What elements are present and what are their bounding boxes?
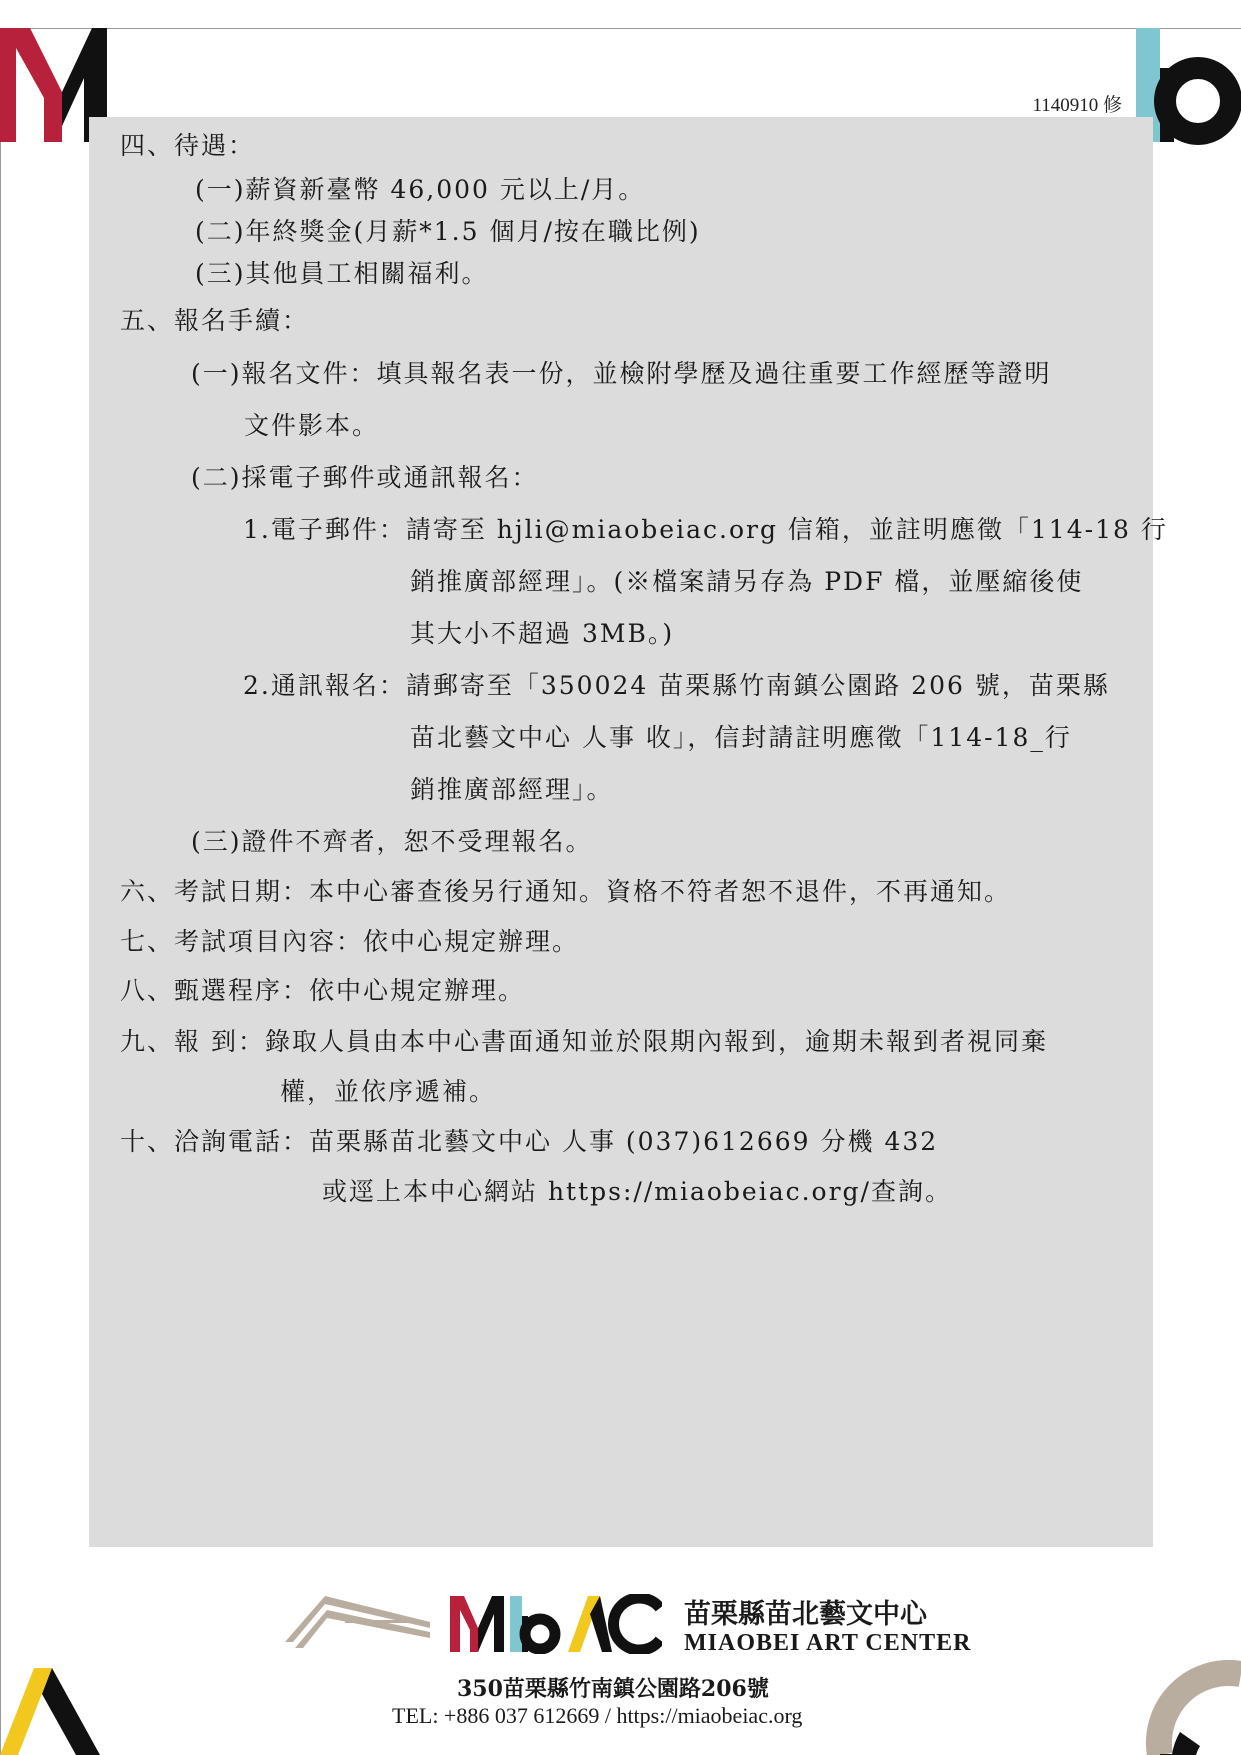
section-4-item-2: (二)年終獎金(月薪*1.5 個月/按在職比例) bbox=[195, 217, 701, 246]
section-4-item-3: (三)其他員工相關福利。 bbox=[195, 259, 489, 288]
section-9-line-2: 權，並依序遞補。 bbox=[280, 1077, 497, 1106]
section-5-heading: 五、報名手續： bbox=[120, 306, 310, 335]
footer-address: 350苗栗縣竹南鎮公園路206號 bbox=[457, 1676, 769, 1702]
section-8: 八、甄選程序：依中心規定辦理。 bbox=[120, 976, 526, 1005]
section-4-item-1: (一)薪資新臺幣 46,000 元以上/月。 bbox=[195, 175, 646, 204]
section-10-line-1: 十、洽詢電話：苗栗縣苗北藝文中心 人事 (037)612669 分機 432 bbox=[120, 1127, 939, 1156]
section-4-heading: 四、待遇： bbox=[120, 131, 256, 160]
corner-letter-a-icon bbox=[0, 1668, 100, 1755]
mail-application-line-2: 苗北藝文中心 人事 收」，信封請註明應徵「114-18_行 bbox=[410, 723, 1072, 752]
mbac-logo-icon bbox=[450, 1594, 662, 1654]
left-border-line bbox=[0, 28, 1, 1755]
section-6: 六、考試日期：本中心審查後另行通知。資格不符者恕不退件，不再通知。 bbox=[120, 877, 1012, 906]
section-5-item-2: (二)採電子郵件或通訊報名： bbox=[191, 463, 539, 492]
top-border-line bbox=[0, 28, 1241, 29]
section-7: 七、考試項目內容：依中心規定辦理。 bbox=[120, 927, 580, 956]
footer-contact: TEL: +886 037 612669 / https://miaobeiac.org bbox=[392, 1703, 803, 1728]
center-name-chinese: 苗栗縣苗北藝文中心 bbox=[684, 1599, 927, 1630]
email-application-line-1: 1.電子郵件：請寄至 hjli@miaobeiac.org 信箱，並註明應徵「114-18 行 bbox=[243, 515, 1168, 544]
revision-note: 1140910 修 bbox=[1032, 95, 1122, 116]
corner-letter-c-icon bbox=[1120, 1660, 1241, 1755]
section-5-item-3: (三)證件不齊者，恕不受理報名。 bbox=[191, 827, 593, 856]
section-10-line-2: 或逕上本中心網站 https://miaobeiac.org/查詢。 bbox=[322, 1177, 952, 1206]
email-application-line-2: 銷推廣部經理」。(※檔案請另存為 PDF 檔，並壓縮後使 bbox=[410, 567, 1084, 596]
mail-application-line-3: 銷推廣部經理」。 bbox=[410, 775, 614, 804]
section-9-line-1: 九、報 到：錄取人員由本中心書面通知並於限期內報到，逾期未報到者視同棄 bbox=[120, 1027, 1048, 1056]
section-5-item-1-line-1: (一)報名文件：填具報名表一份，並檢附學歷及過往重要工作經歷等證明 bbox=[191, 359, 1052, 388]
email-application-line-3: 其大小不超過 3MB。) bbox=[410, 619, 675, 648]
center-name-english: MIAOBEI ART CENTER bbox=[684, 1630, 972, 1656]
mail-application-line-1: 2.通訊報名：請郵寄至「350024 苗栗縣竹南鎮公園路 206 號，苗栗縣 bbox=[243, 671, 1110, 700]
section-5-item-1-line-2: 文件影本。 bbox=[244, 411, 380, 440]
building-logo-icon bbox=[285, 1592, 435, 1652]
